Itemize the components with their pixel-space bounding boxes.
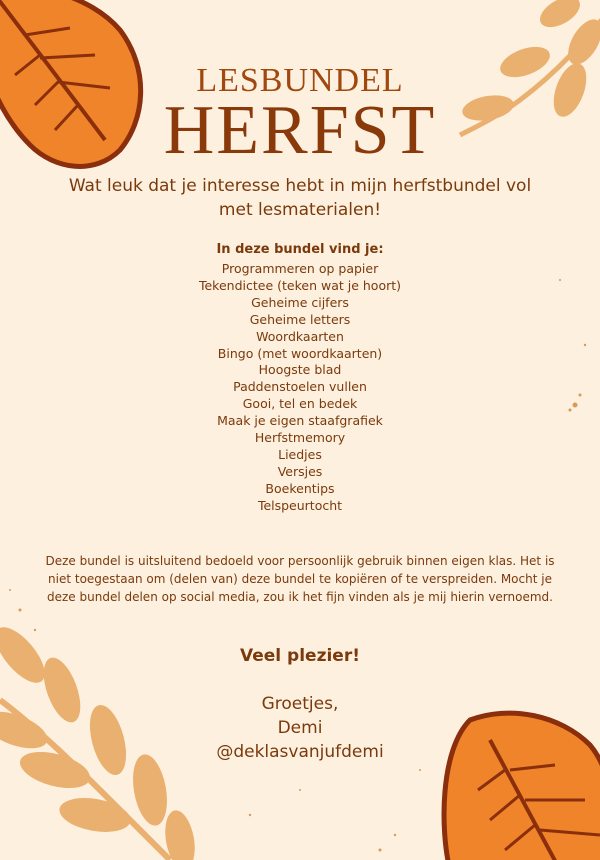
list-item: Herfstmemory (254, 430, 346, 446)
intro-text: Wat leuk dat je interesse hebt in mijn herfstbundel vol met lesmaterialen! (68, 176, 532, 220)
signature-block (0, 692, 600, 764)
list-item: Maak je eigen staafgrafiek (217, 413, 383, 429)
list-item: Tekendictee (teken wat je hoort) (198, 277, 402, 293)
contents-list (0, 261, 600, 515)
list-item: Versjes (277, 463, 323, 479)
list-item: Bingo (met woordkaarten) (217, 345, 383, 361)
list-item: Boekentips (265, 480, 335, 496)
title-herfst: HERFST (163, 92, 437, 169)
contents-heading: In deze bundel vind je: (216, 242, 384, 257)
list-item: Telspeurtocht (257, 497, 343, 513)
greeting: Groetjes, (261, 694, 339, 714)
list-item: Woordkaarten (256, 328, 344, 344)
list-item: Geheime letters (249, 311, 351, 327)
title-lesbundel: LESBUNDEL (196, 62, 404, 99)
list-item: Programmeren op papier (221, 261, 379, 276)
usage-notice: Deze bundel is uitsluitend bedoeld voor persoonlijk gebruik binnen eigen klas. Het is niet toegestaan om (delen van) deze bundel te kopiëren of te verspreiden. Mocht je deze bundel delen op social media, zou ik het fijn vinden als je mij hierin vernoemd. (45, 554, 555, 604)
list-item: Hoogste blad (258, 362, 342, 378)
list-item: Liedjes (278, 446, 322, 462)
list-item: Paddenstoelen vullen (233, 379, 367, 395)
closing-wish: Veel plezier! (240, 646, 360, 666)
author-name: Demi (277, 718, 323, 738)
social-handle: @deklasvanjufdemi (216, 742, 384, 762)
list-item: Gooi, tel en bedek (242, 396, 358, 412)
list-item: Geheime cijfers (251, 294, 349, 310)
